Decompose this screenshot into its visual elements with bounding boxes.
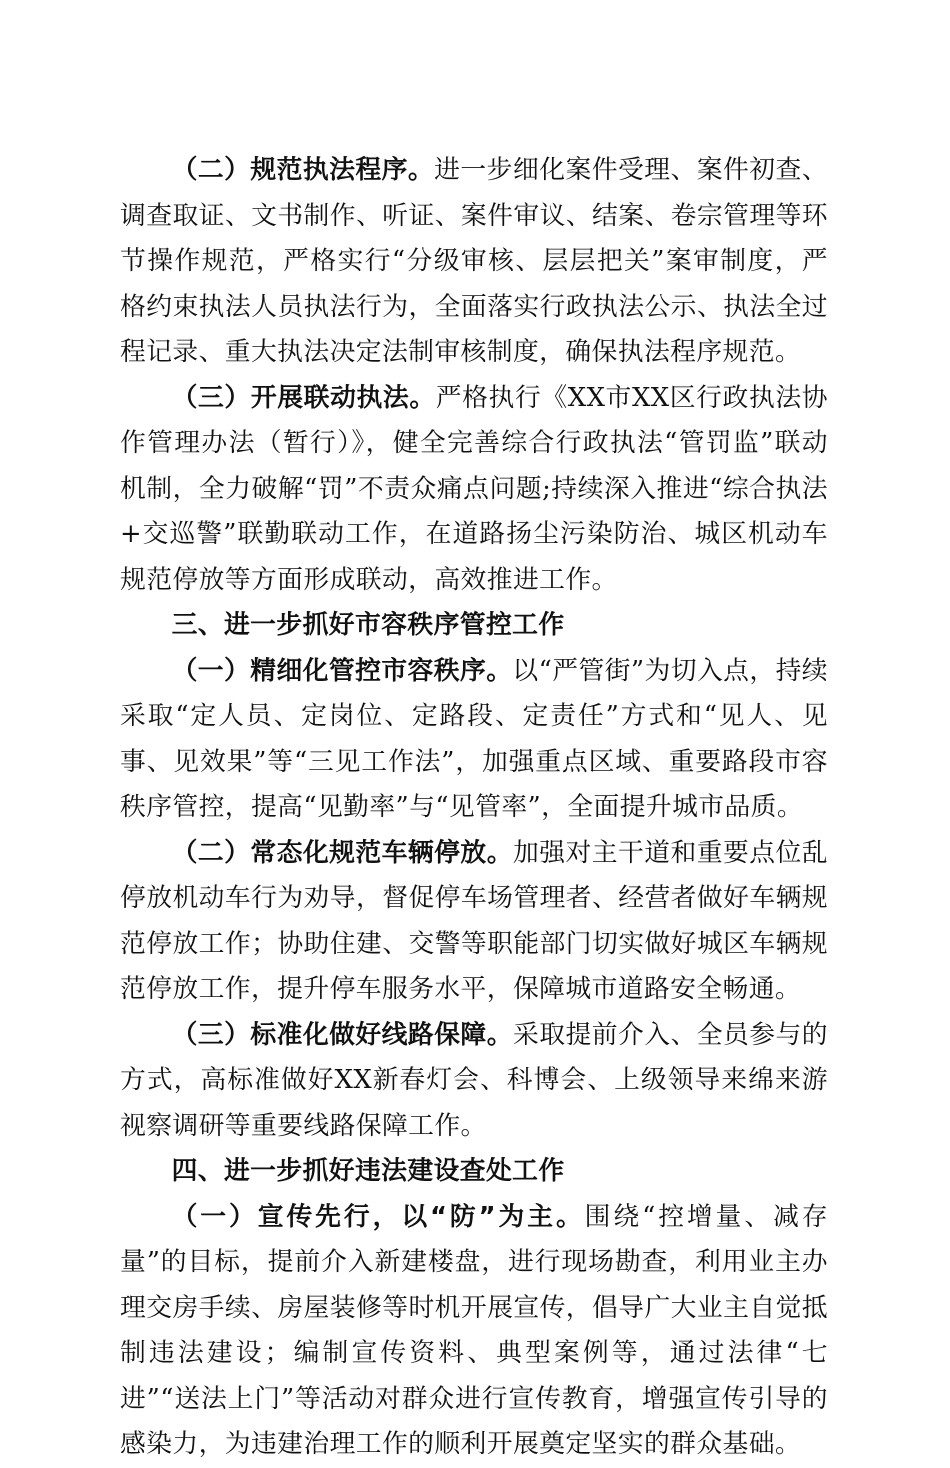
paragraph-joint-enforcement	[120, 376, 828, 604]
paragraph-lead: （二）规范执法程序。	[171, 155, 435, 185]
paragraph-lead: （一）精细化管控市容秩序。	[171, 655, 513, 686]
paragraph-text: 严格执行《XX市XX区行政执法协作管理办法（暂行）》，健全完善综合行政执法“管罚监”联动机制，全力破解“罚”不责众痛点问题;持续深入推进“综合执法+交巡警”联勤联动工作，在道路扬尘污染防治、城区机动车规范停放等方面形成联动，高效推进工作。	[120, 382, 828, 595]
section-heading-city-order: 三、进一步抓好市容秩序管控工作	[171, 610, 565, 640]
paragraph-route-support	[120, 1013, 828, 1150]
paragraph-text: 以“严管街”为切入点，持续采取“定人员、定岗位、定路段、定责任”方式和“见人、见事、见效果”等“三见工作法”，加强重点区域、重要路段市容秩序管控，提高“见勤率”与“见管率”，全面提升城市品质。	[120, 655, 829, 822]
paragraph-lead: （二）常态化规范车辆停放。	[171, 837, 513, 868]
paragraph-vehicle-parking	[120, 831, 828, 1013]
paragraph-standardize-procedure	[120, 148, 828, 376]
section-heading-illegal-construction: 四、进一步抓好违法建设查处工作	[171, 1156, 565, 1186]
paragraph-city-order-control	[120, 649, 828, 831]
paragraph-lead: （一）宣传先行，以“防”为主。	[171, 1201, 585, 1232]
paragraph-lead: （三）标准化做好线路保障。	[171, 1019, 513, 1050]
paragraph-lead: （三）开展联动执法。	[171, 382, 436, 413]
paragraph-text: 围绕“控增量、减存量”的目标，提前介入新建楼盘，进行现场勘查，利用业主办理交房手续、房屋装修等时机开展宣传，倡导广大业主自觉抵制违法建设；编制宣传资料、典型案例等，通过法律“七进”“送法上门”等活动对群众进行宣传教育，增强宣传引导的感染力，为违建治理工作的顺利开展奠定坚实的群众基础。	[120, 1201, 828, 1459]
paragraph-text: 采取提前介入、全员参与的方式，高标准做好XX新春灯会、科博会、上级领导来绵来游视察调研等重要线路保障工作。	[120, 1019, 828, 1141]
document-body	[120, 148, 828, 1468]
paragraph-text: 加强对主干道和重要点位乱停放机动车行为劝导，督促停车场管理者、经营者做好车辆规范停放工作；协助住建、交警等职能部门切实做好城区车辆规范停放工作，提升停车服务水平，保障城市道路安全畅通。	[120, 837, 828, 1004]
paragraph-text: 进一步细化案件受理、案件初查、调查取证、文书制作、听证、案件审议、结案、卷宗管理等环节操作规范，严格实行“分级审核、层层把关”案审制度，严格约束执法人员执法行为，全面落实行政执法公示、执法全过程记录、重大执法决定法制审核制度，确保执法程序规范。	[120, 155, 828, 367]
paragraph-publicity-first	[120, 1195, 828, 1468]
